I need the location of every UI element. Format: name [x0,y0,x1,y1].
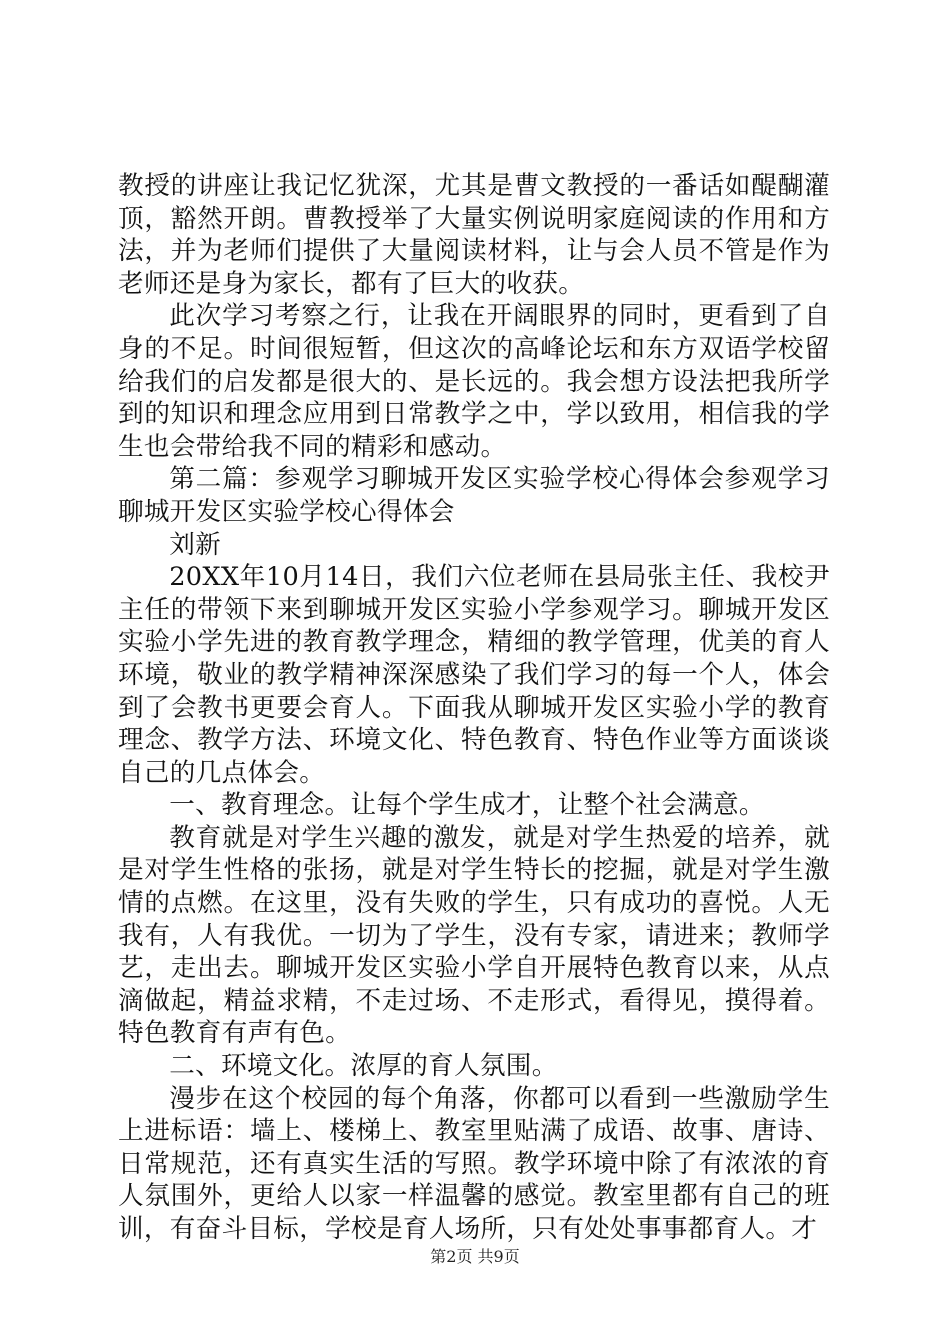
paragraph-environment: 漫步在这个校园的每个角落，你都可以看到一些激励学生上进标语：墙上、楼梯上、教室里贴满了成语、故事、唐诗、日常规范，还有真实生活的写照。教学环境中除了有浓浓的育人氛围外，更给人以家一样温馨的感觉。教室里都有自己的班训，有奋斗目标，学校是育人场所，只有处处事事都育人。才 [118,1083,830,1244]
paragraph-education: 教育就是对学生兴趣的激发，就是对学生热爱的培养，就是对学生性格的张扬，就是对学生特长的挖掘，就是对学生激情的点燃。在这里，没有失败的学生，只有成功的喜悦。人无我有，人有我优。一切为了学生，没有专家，请进来；教师学艺，走出去。聊城开发区实验小学自开展特色教育以来，从点滴做起，精益求精，不走过场、不走形式，看得见，摸得着。特色教育有声有色。 [118,822,830,1049]
author-name: 刘新 [169,529,221,560]
paragraph-intro: 20XX年10月14日，我们六位老师在县局张主任、我校尹主任的带领下来到聊城开发区实验小学参观学习。聊城开发区实验小学先进的教育教学理念，精细的教学管理，优美的育人环境，敬业的教学精神深深感染了我们学习的每一个人，体会到了会教书更要会育人。下面我从聊城开发区实验小学的教育理念、教学方法、环境文化、特色教育、特色作业等方面谈谈自己的几点体会。 [118,562,830,788]
paragraph-2: 此次学习考察之行，让我在开阔眼界的同时，更看到了自身的不足。时间很短暂，但这次的高峰论坛和东方双语学校留给我们的启发都是很大的、是长远的。我会想方设法把我所学到的知识和理念应用到日常教学之中，学以致用，相信我的学生也会带给我不同的精彩和感动。 [118,301,830,462]
page-footer: 第2页 共9页 [430,1247,520,1266]
subheading-1: 一、教育理念。让每个学生成才，让整个社会满意。 [169,790,765,821]
section-heading: 第二篇：参观学习聊城开发区实验学校心得体会参观学习聊城开发区实验学校心得体会 [118,464,830,527]
subheading-2: 二、环境文化。浓厚的育人氛围。 [169,1051,558,1082]
document-body [118,170,830,1246]
paragraph-1: 教授的讲座让我记忆犹深，尤其是曹文教授的一番话如醍醐灌顶，豁然开朗。曹教授举了大量实例说明家庭阅读的作用和方法，并为老师们提供了大量阅读材料，让与会人员不管是作为老师还是身为家长，都有了巨大的收获。 [118,171,830,299]
